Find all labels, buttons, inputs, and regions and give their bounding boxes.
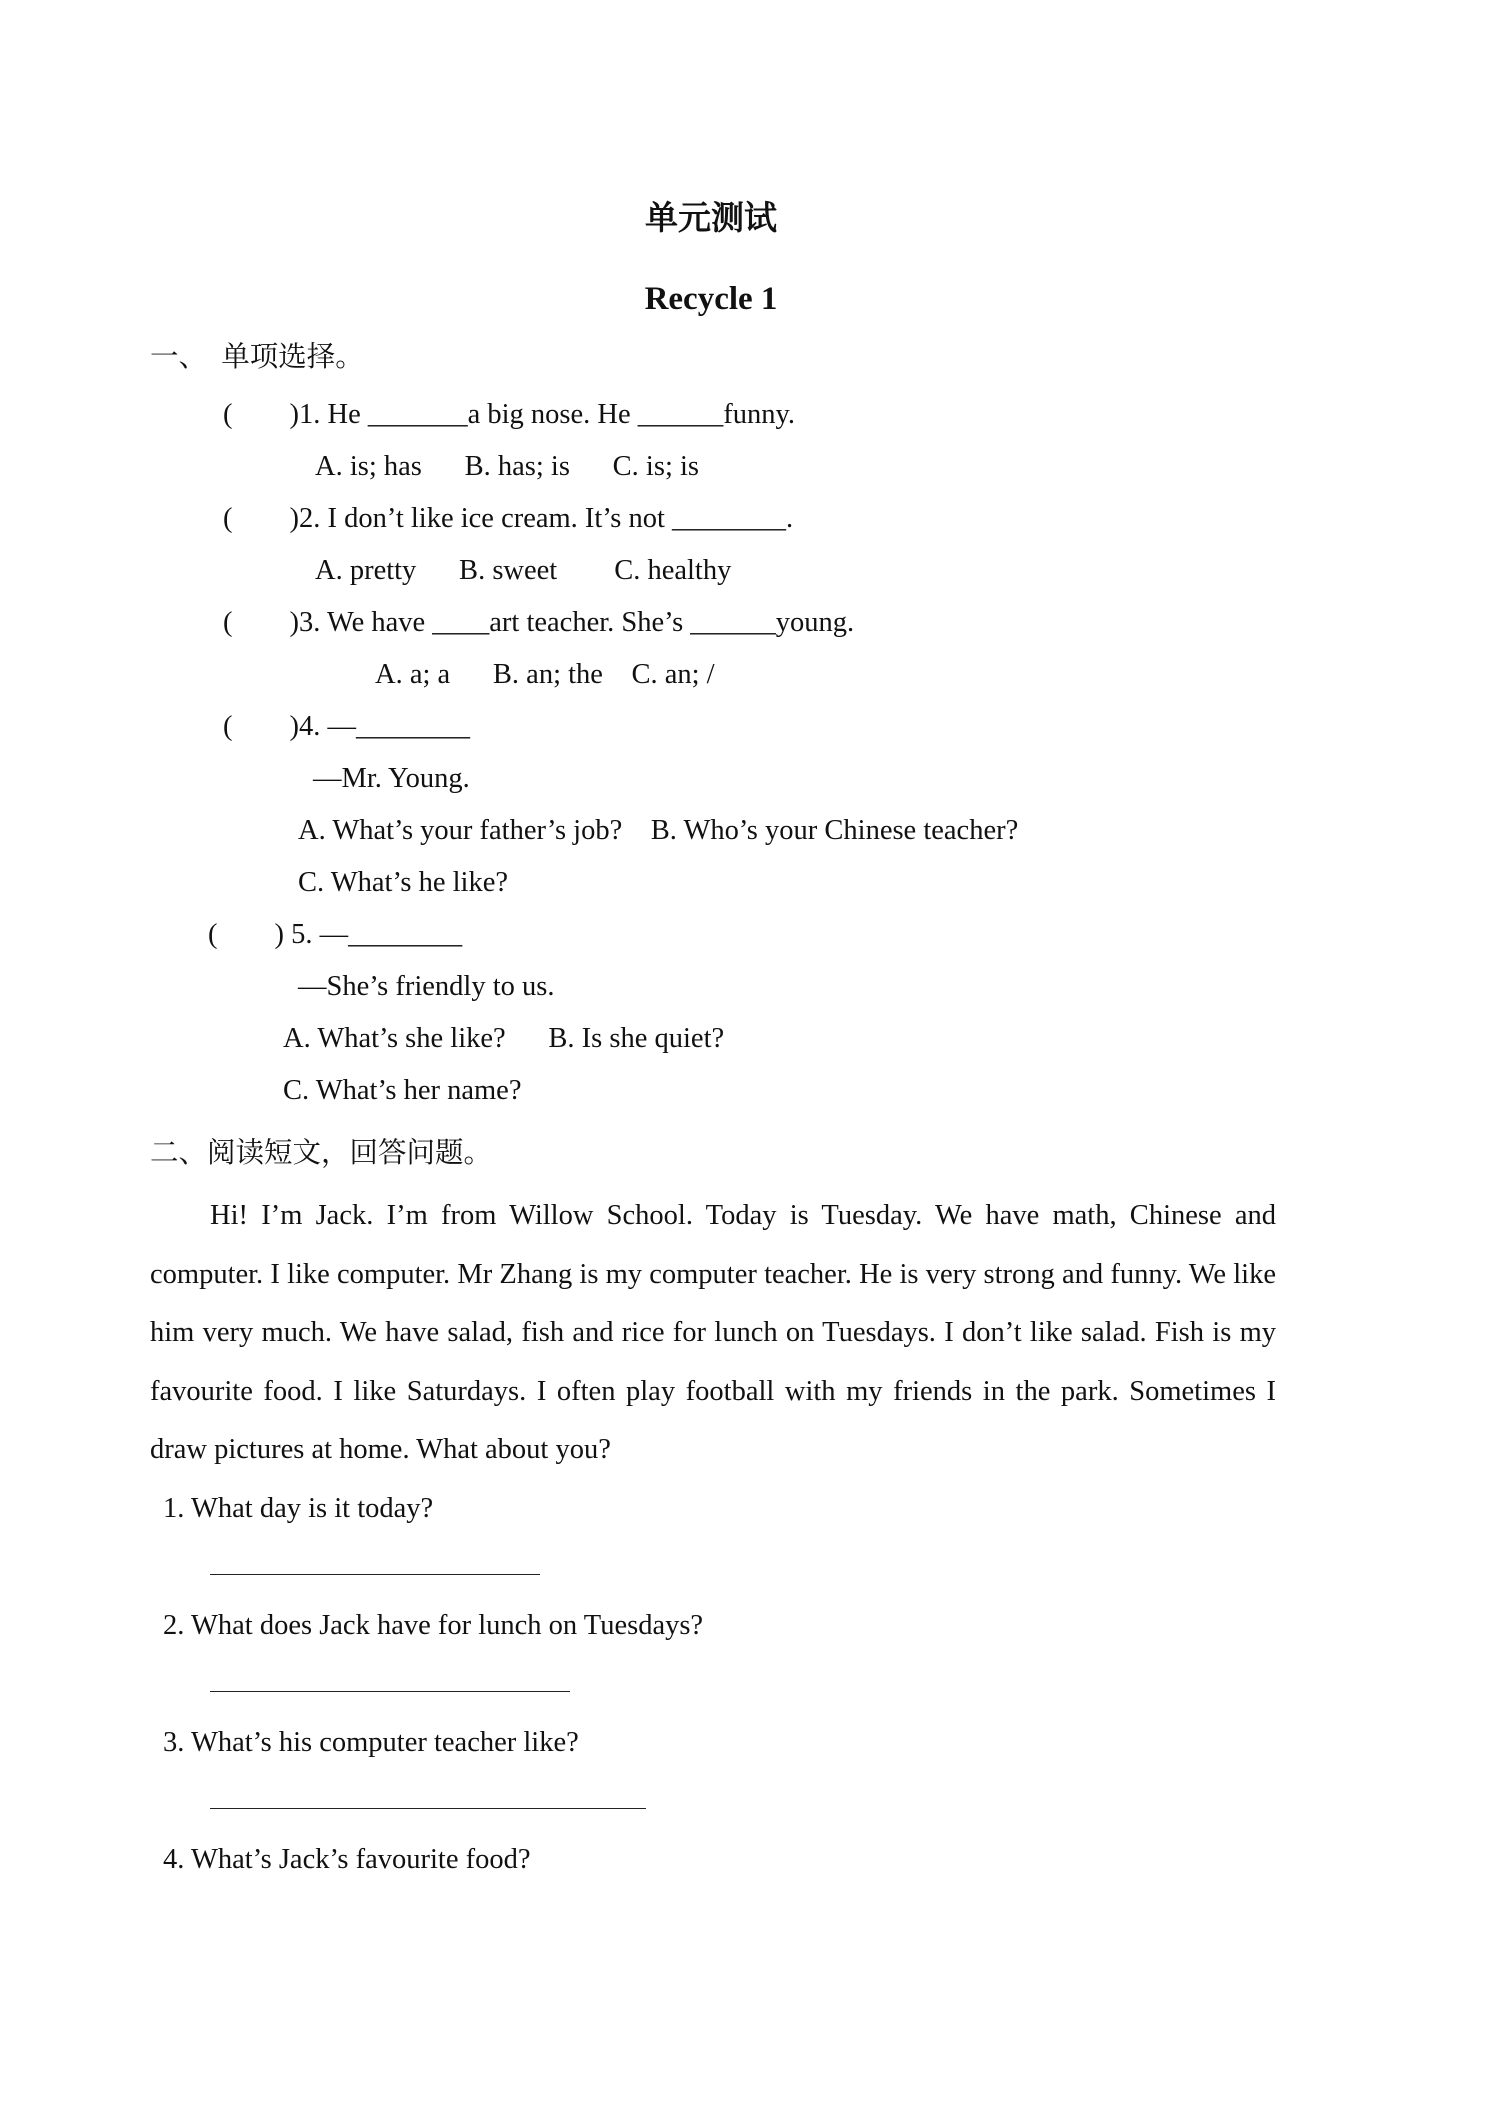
question-stem: ( ) 5. —________ <box>208 919 463 950</box>
reading-question: 2. What does Jack have for lunch on Tuesdays? <box>163 1610 704 1641</box>
answer-line[interactable] <box>210 1691 570 1692</box>
answer-line[interactable] <box>210 1574 540 1575</box>
reading-question: 3. What’s his computer teacher like? <box>163 1727 579 1758</box>
page-title: 单元测试 <box>645 201 777 237</box>
question-reply: —Mr. Young. <box>313 763 470 794</box>
section-heading: 二、阅读短文，回答问题。 <box>150 1138 493 1169</box>
question-options: A. is; has B. has; is C. is; is <box>315 451 699 482</box>
question-stem: ( )4. —________ <box>223 711 470 742</box>
question-stem: ( )3. We have ____art teacher. She’s ______young. <box>223 607 855 638</box>
question-reply: —She’s friendly to us. <box>298 971 555 1002</box>
page-subtitle: Recycle 1 <box>644 281 778 317</box>
reading-question: 1. What day is it today? <box>163 1493 434 1524</box>
reading-question: 4. What’s Jack’s favourite food? <box>163 1844 531 1875</box>
question-options: C. What’s he like? <box>298 867 509 898</box>
question-options: C. What’s her name? <box>283 1075 522 1106</box>
question-options: A. pretty B. sweet C. healthy <box>315 555 732 586</box>
question-options: A. What’s your father’s job? B. Who’s your Chinese teacher? <box>298 815 1019 846</box>
reading-passage: Hi! I’m Jack. I’m from Willow School. Today is Tuesday. We have math, Chinese and computer. I like computer. Mr Zhang is my computer teacher. He is very strong and funny. We like him very much. We have salad, fish and rice for lunch on Tuesdays. I don’t like salad. Fish is my favourite food. I like Saturdays. I often play football with my friends in the park. Sometimes I draw pictures at home. What about you? <box>150 1200 1276 1466</box>
question-stem: ( )1. He _______a big nose. He ______funny. <box>223 399 796 430</box>
question-options: A. What’s she like? B. Is she quiet? <box>283 1023 725 1054</box>
question-stem: ( )2. I don’t like ice cream. It’s not ________. <box>223 503 794 534</box>
section-heading: 一、 单项选择。 <box>150 342 364 373</box>
answer-line[interactable] <box>210 1808 646 1809</box>
question-options: A. a; a B. an; the C. an; / <box>375 659 715 690</box>
